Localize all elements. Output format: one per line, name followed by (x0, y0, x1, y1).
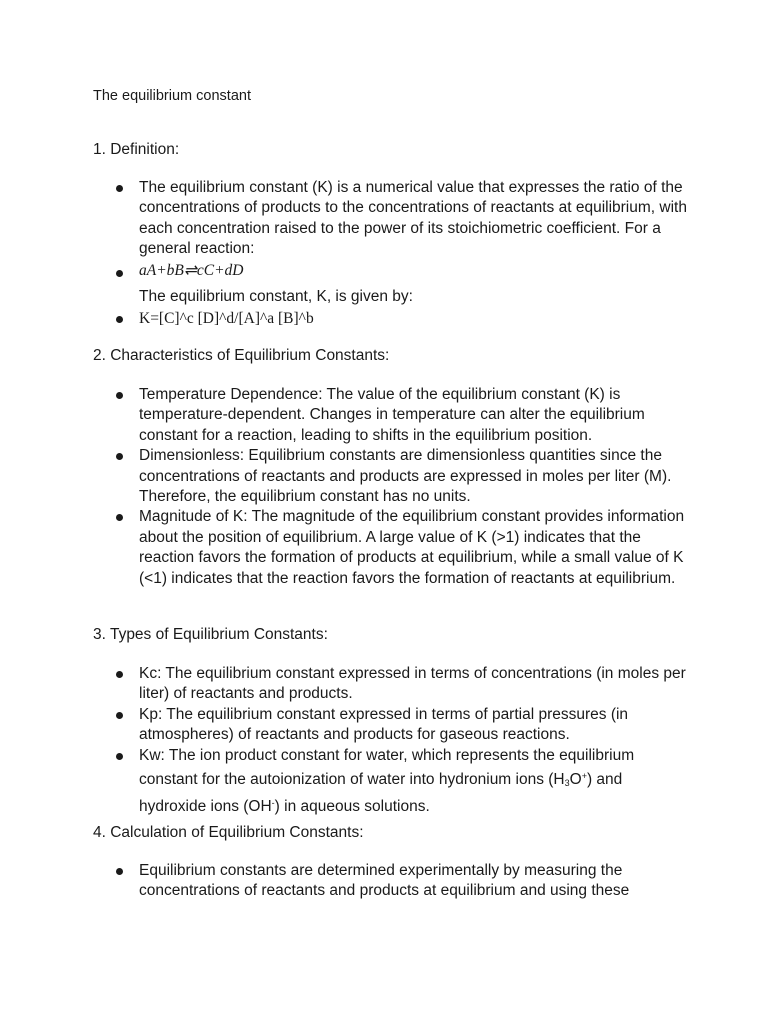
bullet-icon (116, 514, 123, 521)
dimensionless-text: Dimensionless: Equilibrium constants are dimensionless quantities since the concentrations of reactants and products are expressed in moles per liter (M). Therefore, the equilibrium constant has no units. (139, 447, 672, 506)
magnitude-text: Magnitude of K: The magnitude of the equilibrium constant provides information about the position of equilibrium. A large value of K (>1) indicates that the reaction favors the formation of products at equilibrium, while a small value of K (<1) indicates that the reaction favors the formation of reactants at equilibrium. (139, 508, 685, 587)
document-title: The equilibrium constant (93, 88, 251, 104)
section-heading-types: 3. Types of Equilibrium Constants: (93, 626, 328, 643)
section-heading-characteristics: 2. Characteristics of Equilibrium Constants: (93, 347, 390, 364)
kw-text: Kw: The ion product constant for water, which represents the equilibrium constant for the autoionization of water into hydronium ions $(H_3O^+)$ and hydroxide ions (OH-) in aqueous solutions. (139, 746, 635, 816)
reaction-equation: aA+bB⇌cC+dD (139, 261, 244, 279)
list-item (116, 446, 688, 507)
definition-text: The equilibrium constant (K) is a numerical value that expresses the ratio of the concentrations of products to the concentrations of reactants at equilibrium, with each concentration raised to the power of its stoichiometric coefficient. For a general reaction: (139, 179, 687, 258)
list-item (116, 746, 688, 818)
list-item (116, 385, 688, 446)
bullet-icon (116, 753, 123, 760)
bullet-icon (116, 868, 123, 875)
list-item (116, 664, 688, 705)
types-list (116, 664, 688, 818)
kp-text: Kp: The equilibrium constant expressed in terms of partial pressures (in atmospheres) of reactants and products for gaseous reactions. (139, 705, 629, 744)
bullet-icon (116, 392, 123, 399)
list-item (116, 861, 688, 902)
definition-list (116, 178, 688, 281)
characteristics-list (116, 385, 688, 589)
list-item (116, 705, 688, 746)
bullet-icon (116, 185, 123, 192)
section-heading-definition: 1. Definition: (93, 141, 180, 158)
bullet-icon (116, 671, 123, 678)
list-item (116, 507, 688, 589)
list-item (116, 309, 688, 329)
calculation-text: Equilibrium constants are determined experimentally by measuring the concentrations of reactants and products at equilibrium and using these (139, 862, 630, 900)
k-formula: K=[C]^c [D]^d/[A]^a [B]^b (139, 310, 314, 327)
section-heading-calculation: 4. Calculation of Equilibrium Constants: (93, 824, 364, 841)
list-item (116, 261, 688, 281)
bullet-icon (116, 270, 123, 277)
temperature-dependence-text: Temperature Dependence: The value of the equilibrium constant (K) is temperature-dependent. Changes in temperature can alter the equilibrium constant for a reaction, leading to shifts in the equilibrium position. (139, 386, 645, 444)
kc-text: Kc: The equilibrium constant expressed in terms of concentrations (in moles per liter) of reactants and products. (139, 665, 686, 703)
bullet-icon (116, 712, 123, 719)
formula-list (116, 309, 688, 329)
given-by-text: The equilibrium constant, K, is given by: (139, 288, 413, 305)
list-item (116, 178, 688, 260)
bullet-icon (116, 453, 123, 460)
bullet-icon (116, 316, 123, 323)
calculation-list (116, 861, 688, 902)
